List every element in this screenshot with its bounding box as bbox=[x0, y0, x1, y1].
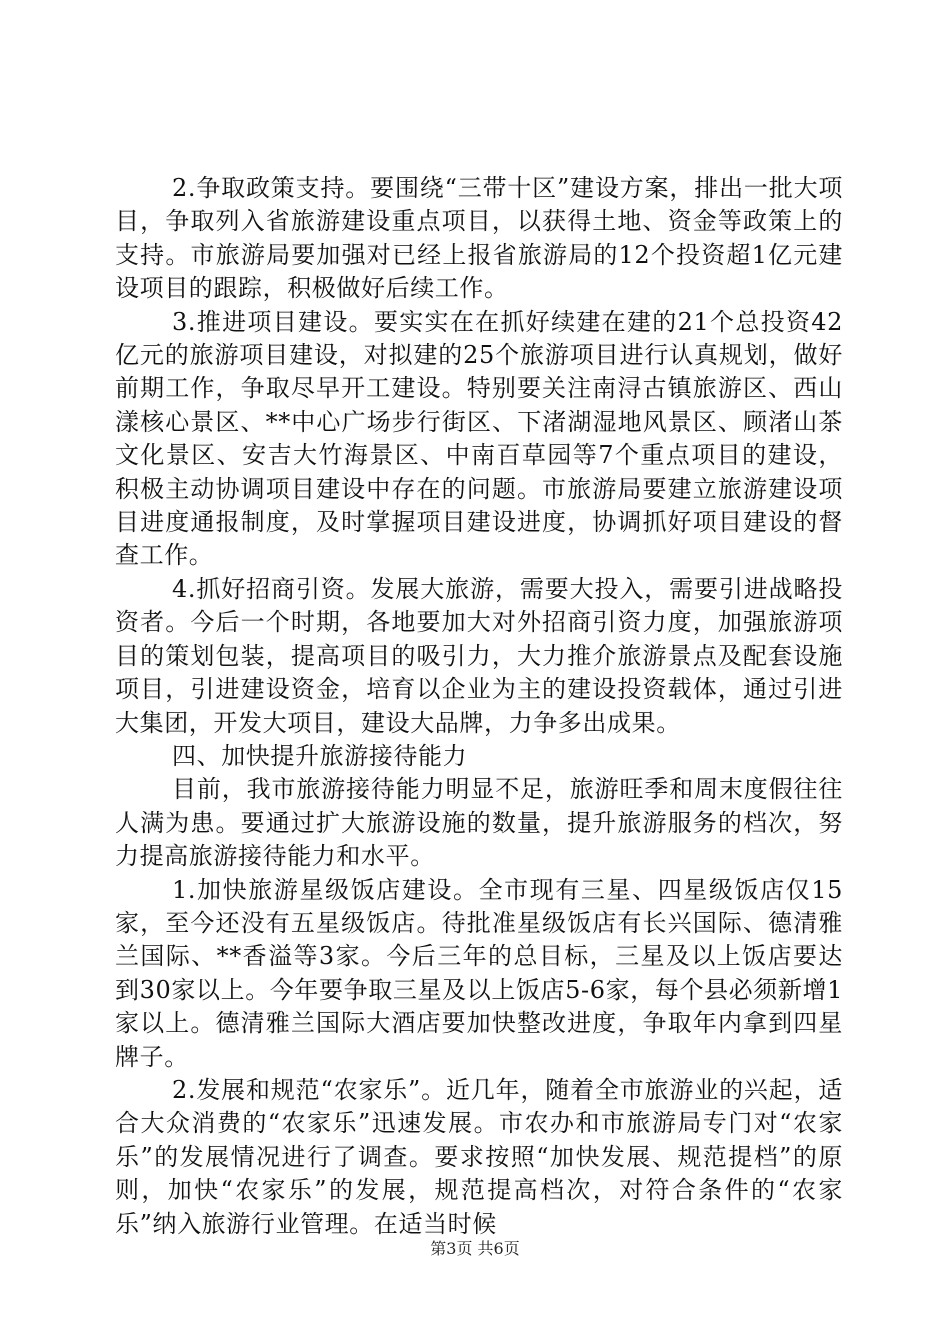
section-heading-reception-capacity: 四、加快提升旅游接待能力 bbox=[172, 741, 468, 770]
document-body bbox=[115, 172, 843, 1241]
paragraph-star-hotels: 1.加快旅游星级饭店建设。全市现有三星、四星级饭店仅15家，至今还没有五星级饭店。待批准星级饭店有长兴国际、德清雅兰国际、**香溢等3家。今后三年的总目标，三星及以上饭店要达到30家以上。今年要争取三星及以上饭店5-6家，每个县必须新增1家以上。德清雅兰国际大酒店要加快整改进度，争取年内拿到四星牌子。 bbox=[115, 875, 843, 1071]
paragraph-policy-support: 2.争取政策支持。要围绕“三带十区”建设方案，排出一批大项目，争取列入省旅游建设重点项目，以获得土地、资金等政策上的支持。市旅游局要加强对已经上报省旅游局的12个投资超1亿元建设项目的跟踪，积极做好后续工作。 bbox=[115, 174, 843, 303]
paragraph-project-construction: 3.推进项目建设。要实实在在抓好续建在建的21个总投资42亿元的旅游项目建设，对拟建的25个旅游项目进行认真规划，做好前期工作，争取尽早开工建设。特别要关注南浔古镇旅游区、西山漾核心景区、**中心广场步行街区、下渚湖湿地风景区、顾渚山茶文化景区、安吉大竹海景区、中南百草园等7个重点项目的建设，积极主动协调项目建设中存在的问题。市旅游局要建立旅游建设项目进度通报制度，及时掌握项目建设进度，协调抓好项目建设的督查工作。 bbox=[115, 307, 843, 570]
paragraph-investment-attraction: 4.抓好招商引资。发展大旅游，需要大投入，需要引进战略投资者。今后一个时期，各地要加大对外招商引资力度，加强旅游项目的策划包装，提高项目的吸引力，大力推介旅游景点及配套设施项目，引进建设资金，培育以企业为主的建设投资载体，通过引进大集团，开发大项目，建设大品牌，力争多出成果。 bbox=[115, 574, 843, 737]
paragraph-current-situation: 目前，我市旅游接待能力明显不足，旅游旺季和周末度假往往人满为患。要通过扩大旅游设施的数量，提升旅游服务的档次，努力提高旅游接待能力和水平。 bbox=[115, 775, 843, 871]
paragraph-farm-stays: 2.发展和规范“农家乐”。近几年，随着全市旅游业的兴起，适合大众消费的“农家乐”迅速发展。市农办和市旅游局专门对“农家乐”的发展情况进行了调查。要求按照“加快发展、规范提档”的原则，加快“农家乐”的发展，规范提高档次，对符合条件的“农家乐”纳入旅游行业管理。在适当时候 bbox=[115, 1075, 843, 1238]
page-footer: 第3页 共6页 bbox=[430, 1239, 520, 1258]
